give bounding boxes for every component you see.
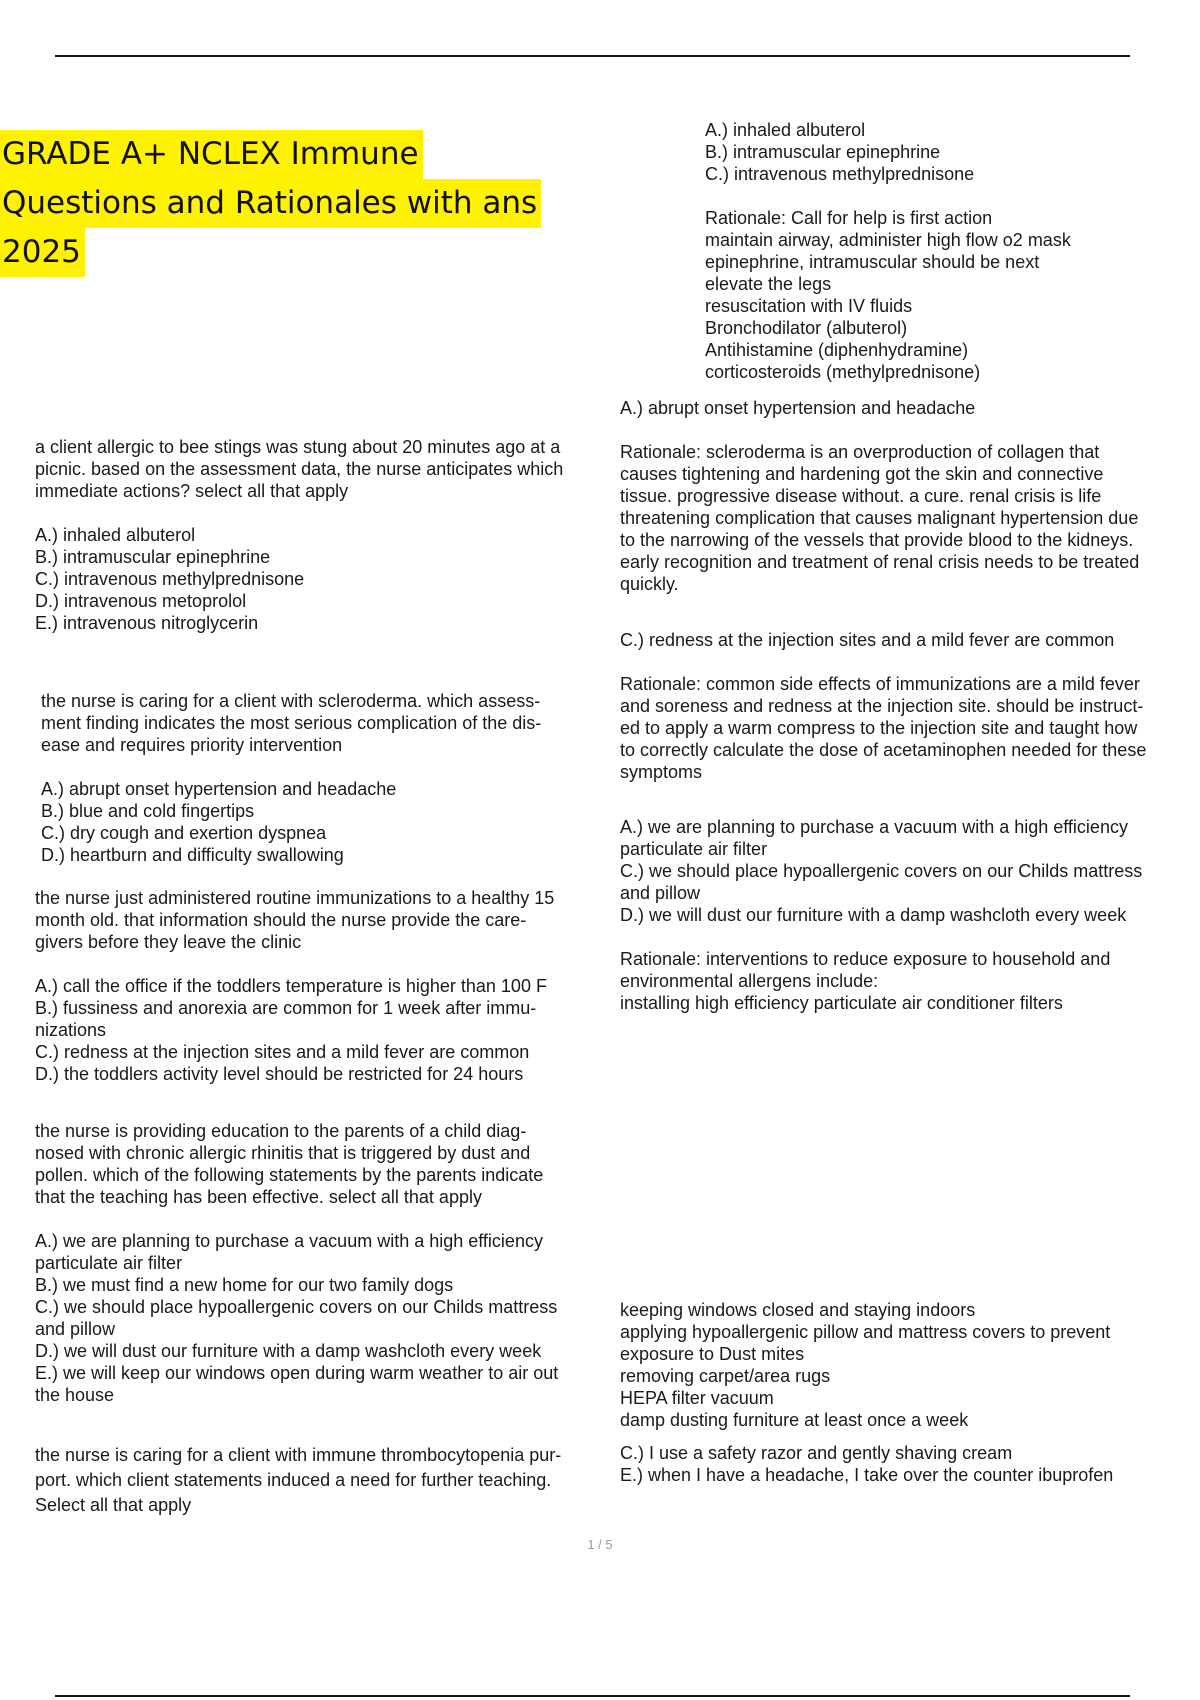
rationale-line: Rationale: common side effects of immunizations are a mild fever — [620, 674, 1140, 694]
answer-line: B.) intramuscular epinephrine — [705, 142, 941, 162]
question-stem-line: ment finding indicates the most serious complication of the dis- — [41, 713, 542, 733]
page-number: 1 / 5 — [587, 1537, 613, 1552]
question-stem-line: that the teaching has been effective. select all that apply — [35, 1187, 482, 1207]
rationale-line: to the narrowing of the vessels that provide blood to the kidneys. — [620, 530, 1134, 550]
option-line: C.) dry cough and exertion dyspnea — [41, 823, 327, 843]
bottom-rule — [55, 1695, 1130, 1697]
answer-line: C.) intravenous methylprednisone — [705, 164, 975, 184]
rationale-line: epinephrine, intramuscular should be next — [705, 252, 1040, 272]
answer-line: and pillow — [620, 883, 701, 903]
option-line: D.) we will dust our furniture with a damp washcloth every week — [35, 1341, 542, 1361]
rationale-line: maintain airway, administer high flow o2 mask — [705, 230, 1071, 250]
question-stem-line: the nurse is caring for a client with immune thrombocytopenia pur- — [35, 1445, 562, 1465]
question-stem-line: the nurse just administered routine immunizations to a healthy 15 — [35, 888, 555, 908]
rationale-line: Antihistamine (diphenhydramine) — [705, 340, 969, 360]
option-line: D.) heartburn and difficulty swallowing — [41, 845, 344, 865]
answer-line: C.) I use a safety razor and gently shaving cream — [620, 1443, 1013, 1463]
rationale-line: resuscitation with IV fluids — [705, 296, 913, 316]
question-stem-line: nosed with chronic allergic rhinitis that is triggered by dust and — [35, 1143, 531, 1163]
document-title — [0, 130, 541, 277]
rationale-line: Bronchodilator (albuterol) — [705, 318, 908, 338]
answer-line: A.) abrupt onset hypertension and headache — [620, 398, 976, 418]
title-line: GRADE A+ NCLEX Immune — [0, 130, 423, 179]
rationale-line: installing high efficiency particulate air conditioner filters — [620, 993, 1063, 1013]
question-stem-line: Select all that apply — [35, 1495, 192, 1515]
option-line: C.) intravenous methylprednisone — [35, 569, 305, 589]
rationale-line: early recognition and treatment of renal crisis needs to be treated — [620, 552, 1140, 572]
rhinitis-rationale-continued — [620, 1299, 1110, 1431]
question-stem-line: immediate actions? select all that apply — [35, 481, 349, 501]
option-line: the house — [35, 1385, 115, 1405]
rationale-line: ed to apply a warm compress to the injection site and taught how — [620, 718, 1138, 738]
answer-line: E.) when I have a headache, I take over the counter ibuprofen — [620, 1465, 1114, 1485]
rationale-line: tissue. progressive disease without. a cure. renal crisis is life — [620, 486, 1102, 506]
question-stem-line: pollen. which of the following statements by the parents indicate — [35, 1165, 544, 1185]
option-line: A.) we are planning to purchase a vacuum with a high efficiency — [35, 1231, 543, 1251]
title-line: Questions and Rationales with ans — [0, 179, 541, 228]
option-line: C.) redness at the injection sites and a mild fever are common — [35, 1042, 530, 1062]
answer-line: D.) we will dust our furniture with a damp washcloth every week — [620, 905, 1127, 925]
title-line: 2025 — [0, 228, 85, 277]
option-line: E.) we will keep our windows open during warm weather to air out — [35, 1363, 559, 1383]
rationale-line: environmental allergens include: — [620, 971, 879, 991]
rationale-line: corticosteroids (methylprednisone) — [705, 362, 981, 382]
option-line: A.) abrupt onset hypertension and headache — [41, 779, 397, 799]
option-line: D.) intravenous metoprolol — [35, 591, 247, 611]
option-line: B.) we must find a new home for our two family dogs — [35, 1275, 454, 1295]
question-stem-line: picnic. based on the assessment data, the nurse anticipates which — [35, 459, 564, 479]
question-stem-line: the nurse is providing education to the parents of a child diag- — [35, 1121, 527, 1141]
top-rule — [55, 55, 1130, 57]
rationale-line: Rationale: interventions to reduce exposure to household and — [620, 949, 1111, 969]
answer-line: A.) we are planning to purchase a vacuum with a high efficiency — [620, 817, 1128, 837]
rationale-line: quickly. — [620, 574, 679, 594]
rationale-line: Rationale: Call for help is first action — [705, 208, 993, 228]
question-3 — [35, 887, 554, 1085]
rationale-line: HEPA filter vacuum — [620, 1388, 774, 1408]
rationale-line: applying hypoallergenic pillow and mattress covers to prevent — [620, 1322, 1111, 1342]
rationale-line: causes tightening and hardening got the skin and connective — [620, 464, 1104, 484]
question-stem-line: a client allergic to bee stings was stung about 20 minutes ago at a — [35, 437, 561, 457]
answer-line: C.) we should place hypoallergenic covers on our Childs mattress — [620, 861, 1143, 881]
question-2 — [41, 690, 541, 866]
question-stem-line: month old. that information should the nurse provide the care- — [35, 910, 527, 930]
answer-line: particulate air filter — [620, 839, 768, 859]
option-line: E.) intravenous nitroglycerin — [35, 613, 259, 633]
question-stem-line: ease and requires priority intervention — [41, 735, 343, 755]
rhinitis-answer-block — [620, 816, 1142, 1014]
question-4 — [35, 1120, 558, 1406]
option-line: B.) fussiness and anorexia are common for 1 week after immu- — [35, 998, 537, 1018]
anaphylaxis-answer-block — [705, 119, 1071, 383]
itp-answer-block — [620, 1442, 1113, 1486]
option-line: nizations — [35, 1020, 107, 1040]
question-stem-line: port. which client statements induced a need for further teaching. — [35, 1470, 552, 1490]
option-line: particulate air filter — [35, 1253, 183, 1273]
option-line: B.) blue and cold fingertips — [41, 801, 255, 821]
rationale-line: threatening complication that causes malignant hypertension due — [620, 508, 1139, 528]
question-1 — [35, 436, 563, 634]
immunization-answer-block — [620, 629, 1146, 783]
scleroderma-answer-block — [620, 397, 1139, 595]
option-line: A.) call the office if the toddlers temperature is higher than 100 F — [35, 976, 547, 996]
rationale-line: keeping windows closed and staying indoors — [620, 1300, 976, 1320]
answer-line: A.) inhaled albuterol — [705, 120, 866, 140]
rationale-line: exposure to Dust mites — [620, 1344, 805, 1364]
question-5 — [35, 1443, 561, 1518]
rationale-line: Rationale: scleroderma is an overproduction of collagen that — [620, 442, 1100, 462]
option-line: C.) we should place hypoallergenic covers on our Childs mattress — [35, 1297, 558, 1317]
question-stem-line: givers before they leave the clinic — [35, 932, 302, 952]
rationale-line: symptoms — [620, 762, 703, 782]
rationale-line: elevate the legs — [705, 274, 832, 294]
rationale-line: damp dusting furniture at least once a week — [620, 1410, 969, 1430]
answer-line: C.) redness at the injection sites and a mild fever are common — [620, 630, 1115, 650]
question-stem-line: the nurse is caring for a client with scleroderma. which assess- — [41, 691, 541, 711]
rationale-line: removing carpet/area rugs — [620, 1366, 831, 1386]
option-line: and pillow — [35, 1319, 116, 1339]
rationale-line: and soreness and redness at the injection site. should be instruct- — [620, 696, 1144, 716]
rationale-line: to correctly calculate the dose of acetaminophen needed for these — [620, 740, 1147, 760]
option-line: B.) intramuscular epinephrine — [35, 547, 271, 567]
option-line: D.) the toddlers activity level should be restricted for 24 hours — [35, 1064, 524, 1084]
option-line: A.) inhaled albuterol — [35, 525, 196, 545]
